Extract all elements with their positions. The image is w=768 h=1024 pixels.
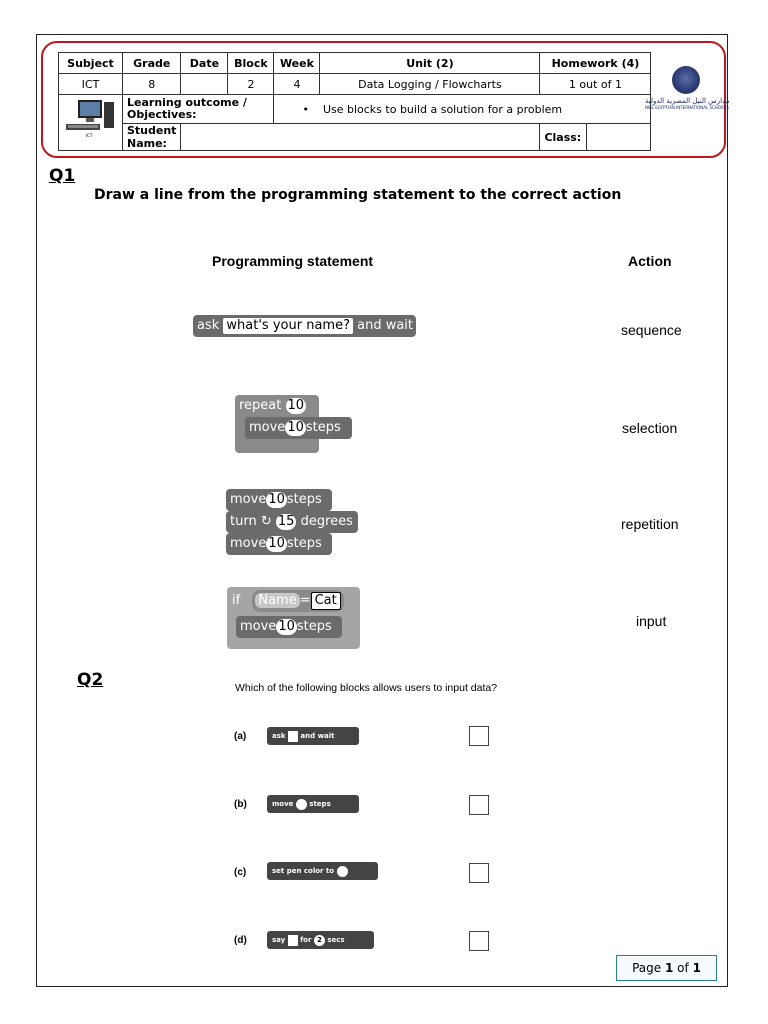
repeat-word: repeat: [239, 398, 282, 413]
option-a-checkbox[interactable]: [469, 726, 489, 746]
student-name-field[interactable]: [181, 124, 540, 151]
if-steps-word: steps: [296, 619, 332, 634]
block-label: Block: [228, 53, 274, 74]
grade-label: Grade: [123, 53, 181, 74]
logo-seal: [672, 66, 700, 94]
q1-label: Q1: [49, 166, 76, 186]
option-c-checkbox[interactable]: [469, 863, 489, 883]
block-value: 2: [228, 74, 274, 95]
ask-tail: and wait: [357, 318, 414, 333]
ask-text: what's your name?: [223, 318, 353, 334]
option-a-post: and wait: [300, 732, 335, 740]
seq-move-1: [226, 489, 332, 511]
seq-move-word: move: [230, 492, 267, 507]
option-a-pre: ask: [272, 732, 286, 740]
q1-instruction: Draw a line from the programming statement to the correct action: [94, 187, 622, 203]
degrees-word: degrees: [300, 514, 353, 529]
if-move-word: move: [240, 619, 277, 634]
if-move-block: [236, 616, 342, 638]
seq-move-word-2: move: [230, 536, 267, 551]
if-word: if: [232, 593, 241, 608]
homework-value: 1 out of 1: [540, 74, 651, 95]
option-c-pre: set pen color to: [272, 867, 335, 875]
repeat-header: [235, 395, 310, 417]
option-c-letter: (c): [234, 867, 247, 878]
subject-value: ICT: [59, 74, 123, 95]
equals-sign: =: [299, 593, 311, 608]
bullet: •: [302, 102, 309, 116]
learning-outcome-text: Use blocks to build a solution for a problem: [322, 102, 563, 116]
page-frame: [36, 34, 728, 987]
cat-value: Cat: [311, 592, 341, 610]
unit-label: Unit (2): [320, 53, 540, 74]
option-d-post: secs: [327, 936, 345, 944]
page-current: 1: [664, 961, 674, 975]
option-d-slot: [288, 935, 298, 946]
ask-word: ask: [197, 318, 220, 333]
statement-heading: Programming statement: [212, 253, 374, 269]
option-a-block: [267, 727, 359, 745]
logo-english: NILE EGYPTIAN INTERNATIONAL SCHOOLS: [645, 105, 729, 110]
header-table: [58, 52, 651, 151]
if-header: [228, 590, 348, 612]
q2-question: Which of the following blocks allows users to input data?: [235, 682, 498, 694]
subject-label: Subject: [59, 53, 123, 74]
learning-outcome-cell: [274, 95, 651, 124]
move-word: move: [249, 420, 286, 435]
logo-arabic: مدارس النيل المصرية الدولية: [645, 97, 730, 105]
action-repetition: repetition: [621, 516, 679, 532]
ask-block: [193, 315, 416, 337]
option-d-pre: say: [272, 936, 286, 944]
page-total: 1: [692, 961, 701, 975]
seq-steps-word-2: steps: [286, 536, 322, 551]
option-d-num: 2: [314, 935, 325, 946]
of-word: of: [677, 961, 689, 975]
option-c-slot: [337, 866, 348, 877]
option-c-block: [267, 862, 378, 880]
unit-value: Data Logging / Flowcharts: [320, 74, 540, 95]
seq-steps-word: steps: [286, 492, 322, 507]
week-label: Week: [274, 53, 320, 74]
seq-steps-1: 10: [268, 491, 285, 507]
grade-value: 8: [123, 74, 181, 95]
ict-caption: ICT: [86, 133, 93, 138]
student-name-label: Student Name:: [123, 124, 181, 151]
action-sequence: sequence: [621, 322, 682, 338]
turn-word: turn: [230, 514, 257, 529]
repeat-move-block: [245, 417, 352, 439]
page-number: [616, 955, 717, 981]
week-value: 4: [274, 74, 320, 95]
condition: [252, 590, 343, 612]
option-b-slot: [296, 799, 307, 810]
action-selection: selection: [622, 420, 678, 436]
date-value: [181, 74, 228, 95]
action-input: input: [636, 613, 667, 629]
option-a-letter: (a): [234, 731, 247, 742]
page-word: Page: [632, 961, 662, 975]
seq-move-2: [226, 533, 332, 555]
homework-label: Homework (4): [540, 53, 651, 74]
option-b-letter: (b): [234, 799, 247, 810]
school-logo: [645, 66, 730, 122]
rotate-icon: ↻: [260, 514, 272, 529]
class-label: Class:: [540, 124, 587, 151]
action-heading: Action: [628, 253, 672, 269]
option-d-mid: for: [300, 936, 312, 944]
repeat-count: 10: [287, 397, 305, 413]
option-d-block: [267, 931, 374, 949]
option-b-block: [267, 795, 359, 813]
option-a-slot: [288, 731, 298, 742]
date-label: Date: [181, 53, 228, 74]
move-steps: 10: [287, 419, 304, 435]
turn-degrees: 15: [277, 513, 295, 529]
option-d-letter: (d): [234, 935, 247, 946]
learning-outcome-label: Learning outcome / Objectives:: [123, 95, 274, 124]
steps-word: steps: [305, 420, 341, 435]
class-field[interactable]: [587, 124, 651, 151]
option-b-post: steps: [309, 800, 331, 808]
if-steps: 10: [278, 618, 295, 634]
computer-icon: [64, 98, 119, 138]
seq-turn: [226, 511, 358, 533]
seq-steps-2: 10: [268, 535, 285, 551]
name-var: Name: [255, 593, 299, 608]
q2-label: Q2: [77, 670, 104, 690]
option-d-checkbox[interactable]: [469, 931, 489, 951]
option-b-checkbox[interactable]: [469, 795, 489, 815]
option-b-pre: move: [272, 800, 294, 808]
